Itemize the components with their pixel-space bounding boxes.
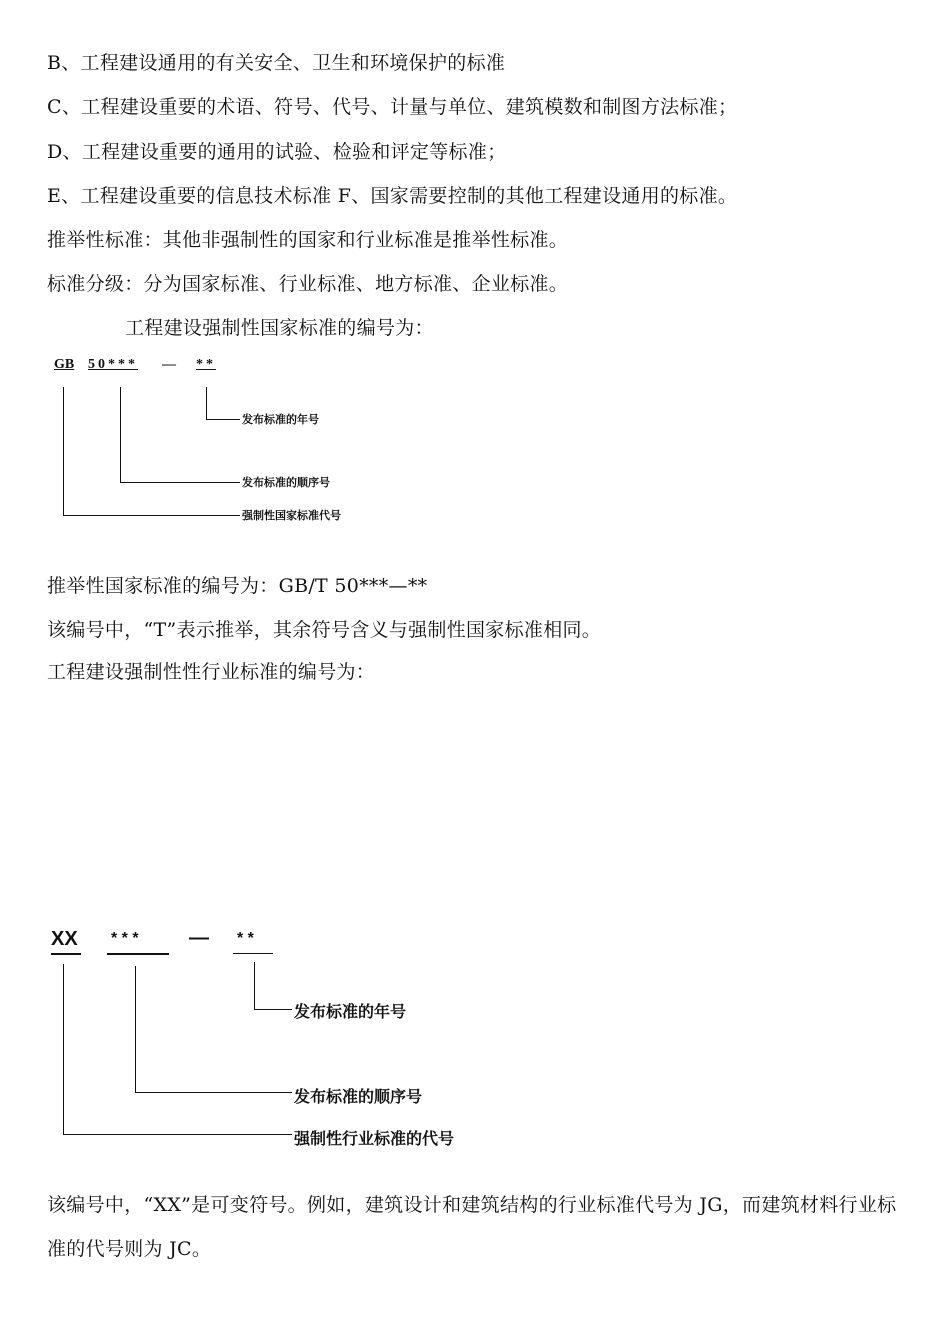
code-connector-vertical [63, 964, 64, 1134]
code-sequence: * * * [111, 930, 139, 947]
label-year: 发布标准的年号 [242, 413, 319, 426]
paragraph-xx-meaning: 该编号中，“XX”是可变符号。例如，建筑设计和建筑结构的行业标准代号为 JG，而建筑材料行业标准的代号则为 JC。 [47, 1194, 897, 1260]
code-connector-horizontal [63, 1134, 292, 1135]
paragraph-t-meaning: 该编号中，“T”表示推举，其余符号含义与强制性国家标准相同。 [47, 619, 602, 641]
paragraph-recommended: 推举性标准：其他非强制性的国家和行业标准是推举性标准。 [47, 229, 569, 251]
paragraph-c: C、工程建设重要的术语、符号、代号、计量与单位、建筑模数和制图方法标准； [47, 96, 738, 118]
year-connector-horizontal [254, 1009, 292, 1010]
sequence-underline [107, 953, 169, 955]
code-prefix: XX [51, 928, 78, 950]
prefix-underline [51, 953, 81, 955]
label-sequence: 发布标准的顺序号 [294, 1087, 423, 1106]
paragraph-recommended-national: 推举性国家标准的编号为：GB/T 50***—** [47, 575, 428, 597]
code-dash: — [162, 357, 176, 372]
industry-code-diagram [47, 922, 547, 1152]
sequence-connector-horizontal [120, 482, 240, 483]
year-connector-vertical [254, 962, 255, 1009]
paragraph-b: B、工程建设通用的有关安全、卫生和环境保护的标准 [47, 52, 506, 74]
sequence-connector-vertical [120, 387, 121, 482]
year-connector-vertical [206, 387, 207, 419]
label-year: 发布标准的年号 [294, 1002, 407, 1021]
label-code: 强制性国家标准代号 [242, 509, 341, 522]
paragraph-levels: 标准分级：分为国家标准、行业标准、地方标准、企业标准。 [47, 273, 569, 295]
sequence-connector-horizontal [135, 1092, 292, 1093]
year-connector-horizontal [206, 419, 240, 420]
code-connector-vertical [63, 387, 64, 515]
code-sequence: 50*** [88, 357, 138, 372]
code-dash: — [189, 927, 209, 949]
paragraph-e: E、工程建设重要的信息技术标准 F、国家需要控制的其他工程建设通用的标准。 [47, 185, 738, 207]
national-code-diagram [50, 355, 450, 530]
label-code: 强制性行业标准的代号 [294, 1129, 455, 1148]
paragraph-mandatory-national-intro: 工程建设强制性国家标准的编号为： [125, 317, 434, 339]
code-connector-horizontal [63, 515, 240, 516]
sequence-connector-vertical [135, 966, 136, 1092]
code-prefix: GB [54, 357, 75, 372]
code-year: ** [196, 357, 216, 372]
label-sequence: 发布标准的顺序号 [242, 476, 330, 489]
code-year: * * [237, 930, 254, 947]
paragraph-d: D、工程建设重要的通用的试验、检验和评定等标准； [47, 141, 507, 163]
year-underline [233, 953, 273, 954]
paragraph-mandatory-industry-intro: 工程建设强制性性行业标准的编号为： [47, 661, 376, 683]
